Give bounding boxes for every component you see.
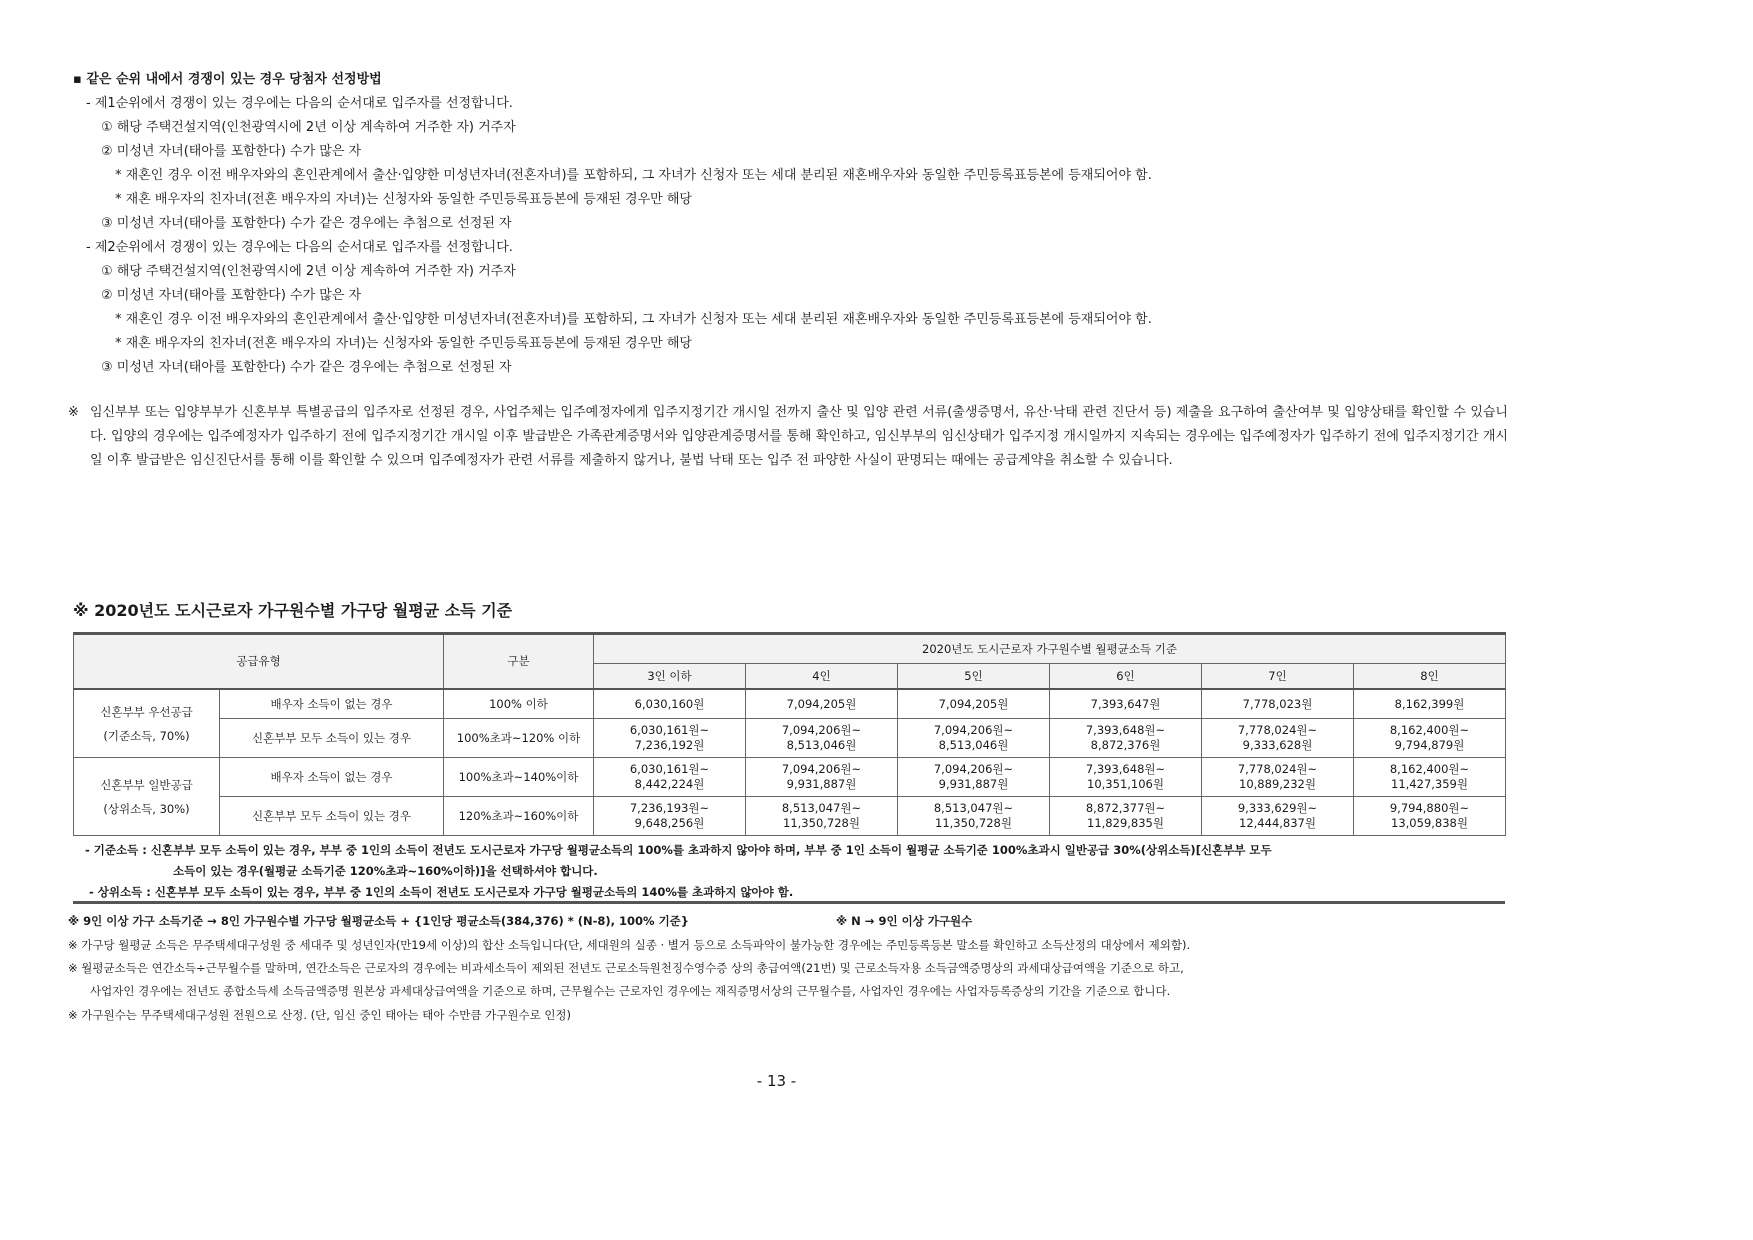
cell-line: 9,333,629원~ <box>1237 801 1318 815</box>
header-size-8: 8인 <box>1354 664 1506 690</box>
note-mark: ※ <box>68 405 79 420</box>
cell-line: 6,030,161원~ <box>629 762 710 776</box>
cell-line: 13,059,838원 <box>1391 816 1468 830</box>
cell-line: 7,393,648원~ <box>1085 723 1166 737</box>
group-label-line: 신혼부부 일반공급 <box>100 777 193 792</box>
income-table-title: ※ 2020년도 도시근로자 가구원수별 가구당 월평균 소득 기준 <box>73 601 513 620</box>
cell-line: 6,030,161원~ <box>629 723 710 737</box>
income-standard-table <box>73 632 1506 836</box>
table-cell <box>594 797 746 836</box>
rank2-item-2: ② 미성년 자녀(태아를 포함한다) 수가 많은 자 <box>101 288 362 303</box>
cell-line: 8,872,377원~ <box>1085 801 1166 815</box>
page-number: - 13 - <box>756 1072 797 1090</box>
cell-line: 7,094,206원~ <box>933 723 1014 737</box>
table-cell <box>1202 758 1354 797</box>
table-cell <box>898 719 1050 758</box>
rank2-item-3: ③ 미성년 자녀(태아를 포함한다) 수가 같은 경우에는 추첨으로 선정된 자 <box>101 360 512 375</box>
cell-line: 9,648,256원 <box>634 816 705 830</box>
cell-line: 11,350,728원 <box>935 816 1012 830</box>
header-size-7: 7인 <box>1202 664 1354 690</box>
table-note-upper: - 상위소득 : 신혼부부 모두 소득이 있는 경우, 부부 중 1인의 소득이 전년도 도시근로자 가구당 월평균소득의 140%를 초과하지 않아야 함. <box>89 885 794 899</box>
cell-line: 8,513,046원 <box>786 738 857 752</box>
table-cell: 6,030,160원 <box>594 689 746 719</box>
header-size-5: 5인 <box>898 664 1050 690</box>
table-cell <box>1202 719 1354 758</box>
table-cell <box>898 797 1050 836</box>
table-cell: 7,094,205원 <box>898 689 1050 719</box>
cell-line: 9,931,887원 <box>786 777 857 791</box>
cell-line: 8,513,047원~ <box>781 801 862 815</box>
table-row <box>74 797 1506 836</box>
cell-line: 7,778,024원~ <box>1237 762 1318 776</box>
cell-line: 9,333,628원 <box>1242 738 1313 752</box>
cell-line: 7,393,648원~ <box>1085 762 1166 776</box>
note-n-def: ※ N → 9인 이상 가구원수 <box>836 914 973 928</box>
header-size-6: 6인 <box>1050 664 1202 690</box>
group-label-general <box>74 758 220 836</box>
row-division: 120%초과~160%이하 <box>444 797 594 836</box>
header-income-group: 2020년도 도시근로자 가구원수별 월평균소득 기준 <box>594 634 1506 664</box>
header-size-3: 3인 이하 <box>594 664 746 690</box>
group-label-priority <box>74 689 220 758</box>
cell-line: 8,442,224원 <box>634 777 705 791</box>
rank1-intro: - 제1순위에서 경쟁이 있는 경우에는 다음의 순서대로 입주자를 선정합니다. <box>86 96 513 111</box>
table-row <box>74 719 1506 758</box>
group-label-line: (상위소득, 30%) <box>103 801 190 816</box>
cell-line: 11,427,359원 <box>1391 777 1468 791</box>
rank2-note-1: * 재혼인 경우 이전 배우자와의 혼인관계에서 출산·입양한 미성년자녀(전혼자녀)를 포함하되, 그 자녀가 신청자 또는 세대 분리된 재혼배우자와 동일한 주민등록표등본에 등재되어야 함. <box>115 312 1152 327</box>
table-cell <box>898 758 1050 797</box>
cell-line: 8,162,400원~ <box>1389 723 1470 737</box>
table-cell <box>594 758 746 797</box>
rank2-item-1: ① 해당 주택건설지역(인천광역시에 2년 이상 계속하여 거주한 자) 거주자 <box>101 264 516 279</box>
cell-line: 8,162,400원~ <box>1389 762 1470 776</box>
header-size-4: 4인 <box>746 664 898 690</box>
cell-line: 7,778,024원~ <box>1237 723 1318 737</box>
cell-line: 10,889,232원 <box>1239 777 1316 791</box>
rank1-item-1: ① 해당 주택건설지역(인천광역시에 2년 이상 계속하여 거주한 자) 거주자 <box>101 120 516 135</box>
cell-line: 7,094,206원~ <box>933 762 1014 776</box>
table-cell <box>1202 797 1354 836</box>
table-cell <box>1050 797 1202 836</box>
table-cell <box>1050 758 1202 797</box>
cell-line: 11,829,835원 <box>1087 816 1164 830</box>
table-cell <box>746 719 898 758</box>
cell-line: 7,236,192원 <box>634 738 705 752</box>
row-type: 신혼부부 모두 소득이 있는 경우 <box>220 719 444 758</box>
note-household-income: ※ 가구당 월평균 소득은 무주택세대구성원 중 세대주 및 성년인자(만19세 이상)의 합산 소득입니다(단, 세대원의 실종 · 별거 등으로 소득파악이 불가능한 경우에는 주민등록등본 말소를 확인하고 소득산정의 대상에서 제외함). <box>68 938 1191 952</box>
row-type: 배우자 소득이 없는 경우 <box>220 689 444 719</box>
pregnancy-adoption-note <box>68 401 1508 473</box>
cell-line: 8,513,047원~ <box>933 801 1014 815</box>
table-cell <box>1050 719 1202 758</box>
table-row <box>74 689 1506 719</box>
table-cell: 8,162,399원 <box>1354 689 1506 719</box>
note-9plus: ※ 9인 이상 가구 소득기준 → 8인 가구원수별 가구당 월평균소득 + {1인당 평균소득(384,376) * (N-8), 100% 기준} <box>68 914 689 928</box>
cell-line: 9,794,879원 <box>1394 738 1465 752</box>
table-cell <box>594 719 746 758</box>
rank2-note-2: * 재혼 배우자의 친자녀(전혼 배우자의 자녀)는 신청자와 동일한 주민등록표등본에 등재된 경우만 해당 <box>115 336 692 351</box>
cell-line: 7,094,206원~ <box>781 723 862 737</box>
cell-line: 11,350,728원 <box>783 816 860 830</box>
rank2-intro: - 제2순위에서 경쟁이 있는 경우에는 다음의 순서대로 입주자를 선정합니다. <box>86 240 513 255</box>
table-cell <box>746 797 898 836</box>
row-type: 배우자 소득이 없는 경우 <box>220 758 444 797</box>
header-division: 구분 <box>444 634 594 690</box>
rank1-note-1: * 재혼인 경우 이전 배우자와의 혼인관계에서 출산·입양한 미성년자녀(전혼자녀)를 포함하되, 그 자녀가 신청자 또는 세대 분리된 재혼배우자와 동일한 주민등록표등본에 등재되어야 함. <box>115 168 1152 183</box>
cell-line: 10,351,106원 <box>1087 777 1164 791</box>
header-supply-type: 공급유형 <box>74 634 444 690</box>
row-division: 100%초과~140%이하 <box>444 758 594 797</box>
rank1-item-3: ③ 미성년 자녀(태아를 포함한다) 수가 같은 경우에는 추첨으로 선정된 자 <box>101 216 512 231</box>
table-cell: 7,778,023원 <box>1202 689 1354 719</box>
note-monthly-income-cont: 사업자인 경우에는 전년도 종합소득세 소득금액증명 원본상 과세대상급여액을 기준으로 하며, 근무월수는 근로자인 경우에는 재직증명서상의 근무월수를, 사업자인 경우에는 사업자등록증상의 기간을 기준으로 합니다. <box>90 984 1171 998</box>
group-label-line: (기준소득, 70%) <box>103 728 190 743</box>
cell-line: 9,931,887원 <box>938 777 1009 791</box>
note-household-count: ※ 가구원수는 무주택세대구성원 전원으로 산정. (단, 임신 중인 태아는 태아 수만큼 가구원수로 인정) <box>68 1008 572 1022</box>
cell-line: 8,513,046원 <box>938 738 1009 752</box>
table-cell <box>1354 758 1506 797</box>
table-cell <box>1354 719 1506 758</box>
cell-line: 12,444,837원 <box>1239 816 1316 830</box>
table-cell <box>1354 797 1506 836</box>
cell-line: 8,872,376원 <box>1090 738 1161 752</box>
selection-method-heading: ▪ 같은 순위 내에서 경쟁이 있는 경우 당첨자 선정방법 <box>73 72 382 87</box>
rank1-item-2: ② 미성년 자녀(태아를 포함한다) 수가 많은 자 <box>101 144 362 159</box>
row-type: 신혼부부 모두 소득이 있는 경우 <box>220 797 444 836</box>
row-division: 100% 이하 <box>444 689 594 719</box>
table-cell <box>746 758 898 797</box>
table-row <box>74 758 1506 797</box>
row-division: 100%초과~120% 이하 <box>444 719 594 758</box>
cell-line: 7,094,206원~ <box>781 762 862 776</box>
table-cell: 7,393,647원 <box>1050 689 1202 719</box>
rank1-note-2: * 재혼 배우자의 친자녀(전혼 배우자의 자녀)는 신청자와 동일한 주민등록표등본에 등재된 경우만 해당 <box>115 192 692 207</box>
cell-line: 7,236,193원~ <box>629 801 710 815</box>
group-label-line: 신혼부부 우선공급 <box>100 704 193 719</box>
cell-line: 9,794,880원~ <box>1389 801 1470 815</box>
table-note-base-cont: 소득이 있는 경우(월평균 소득기준 120%초과~160%이하)]을 선택하셔야 합니다. <box>173 864 598 878</box>
table-note-base: - 기준소득 : 신혼부부 모두 소득이 있는 경우, 부부 중 1인의 소득이 전년도 도시근로자 가구당 월평균소득의 100%를 초과하지 않아야 하며, 부부 중 1인 소득이 월평균 소득기준 100%초과시 일반공급 30%(상위소득)[신혼부부 모두 <box>85 843 1272 857</box>
note-monthly-income: ※ 월평균소득은 연간소득÷근무월수를 말하며, 연간소득은 근로자의 경우에는 비과세소득이 제외된 전년도 근로소득원천징수영수증 상의 총급여액(21번) 및 근로소득자용 소득금액증명상의 과세대상급여액을 기준으로 하고, <box>68 961 1184 975</box>
divider <box>73 901 1505 904</box>
note-text: 임신부부 또는 입양부부가 신혼부부 특별공급의 입주자로 선정된 경우, 사업주체는 입주예정자에게 입주지정기간 개시일 전까지 출산 및 입양 관련 서류(출생증명서, 유산·낙태 관련 진단서 등) 제출을 요구하여 출산여부 및 입양상태를 확인할 수 있습니다. 입양의 경우에는 입주예정자가 입주하기 전에 입주지정기간 개시일 이후 발급받은 가족관계증명서와 입양관계증명서를 통해 확인하고, 임신부부의 임신상태가 입주지정 개시일까지 지속되는 경우에는 입주예정자가 입주하기 전에 입주지정기간 개시일 이후 발급받은 임신진단서를 통해 이를 확인할 수 있으며 입주예정자가 관련 서류를 제출하지 않거나, 불법 낙태 또는 입주 전 파양한 사실이 판명되는 때에는 공급계약을 취소할 수 있습니다. <box>90 405 1508 468</box>
table-cell: 7,094,205원 <box>746 689 898 719</box>
